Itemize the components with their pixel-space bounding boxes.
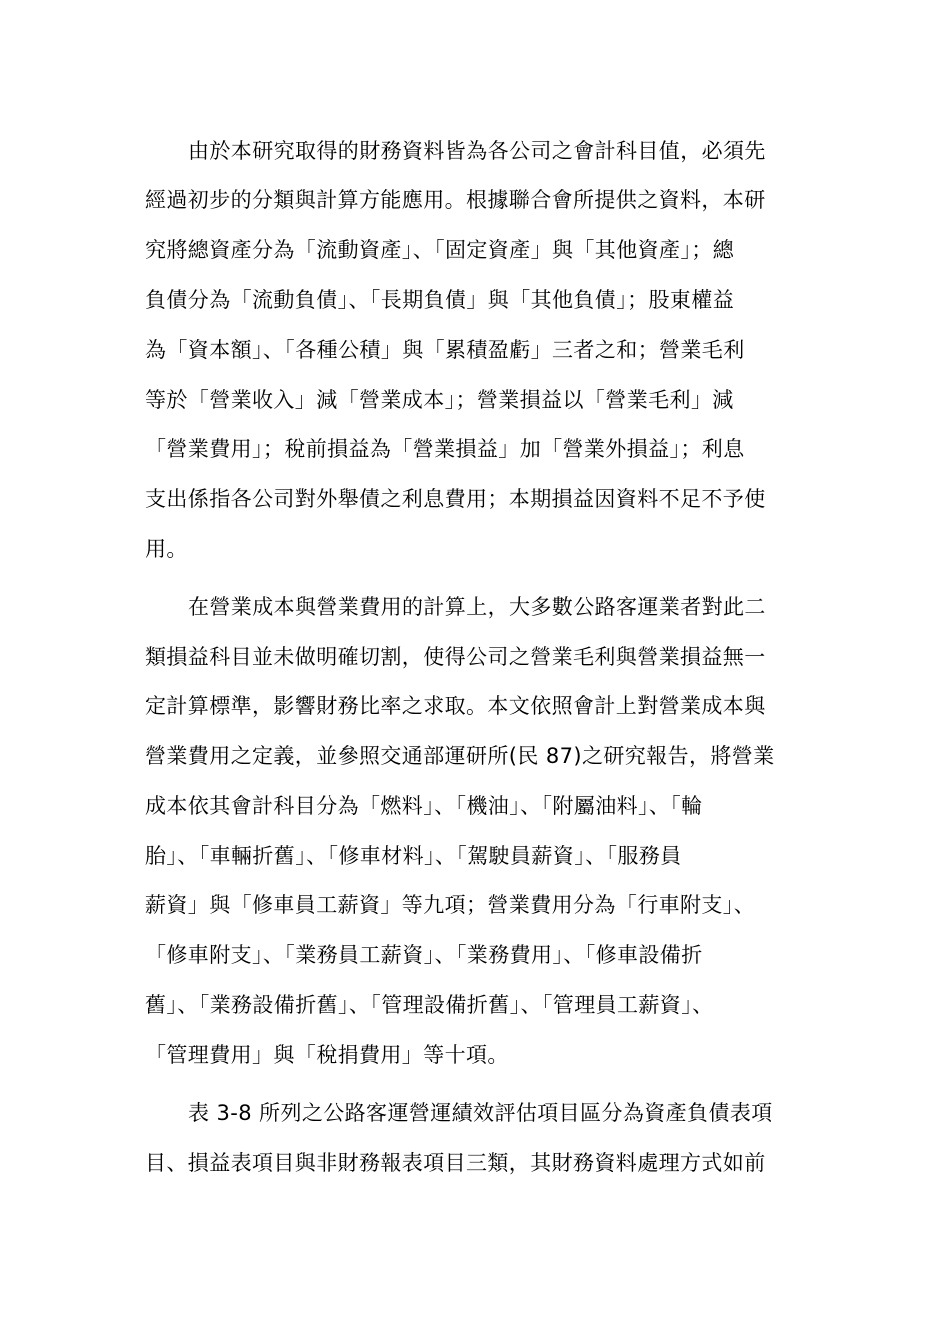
paragraph-2-line-4: 營業費用之定義，並參照交通部運研所(民 87)之研究報告，將營業 bbox=[145, 744, 775, 768]
paragraph-1-line-8: 支出係指各公司對外舉債之利息費用；本期損益因資料不足不予使 bbox=[145, 487, 766, 511]
paragraph-1-line-1: 由於本研究取得的財務資料皆為各公司之會計科目值，必須先 bbox=[188, 139, 766, 163]
paragraph-2-line-1: 在營業成本與營業費用的計算上，大多數公路客運業者對此二 bbox=[188, 595, 766, 619]
paragraph-2-line-3: 定計算標準，影響財務比率之求取。本文依照會計上對營業成本與 bbox=[145, 694, 766, 718]
paragraph-2-line-6: 胎」、「車輛折舊」、「修車材料」、「駕駛員薪資」、「服務員 bbox=[145, 844, 682, 868]
paragraph-1-line-3: 究將總資產分為「流動資產」、「固定資產」與「其他資產」；總 bbox=[145, 238, 735, 262]
paragraph-1-line-2: 經過初步的分類與計算方能應用。根據聯合會所提供之資料，本研 bbox=[145, 188, 766, 212]
paragraph-2-line-5: 成本依其會計科目分為「燃料」、「機油」、「附屬油料」、「輪 bbox=[145, 794, 703, 818]
paragraph-1-line-7: 「營業費用」；稅前損益為「營業損益」加「營業外損益」；利息 bbox=[145, 437, 745, 461]
paragraph-3-line-2: 目、損益表項目與非財務報表項目三類，其財務資料處理方式如前 bbox=[145, 1151, 766, 1175]
paragraph-1-line-9: 用。 bbox=[145, 537, 188, 561]
paragraph-1-line-6: 等於「營業收入」減「營業成本」；營業損益以「營業毛利」減 bbox=[145, 388, 734, 412]
paragraph-2-line-10: 「管理費用」與「稅捐費用」等十項。 bbox=[145, 1043, 509, 1067]
paragraph-2-line-9: 舊」、「業務設備折舊」、「管理設備折舊」、「管理員工薪資」、 bbox=[145, 993, 714, 1017]
paragraph-1-line-5: 為「資本額」、「各種公積」與「累積盈虧」三者之和；營業毛利 bbox=[145, 338, 745, 362]
paragraph-3-line-1: 表 3-8 所列之公路客運營運績效評估項目區分為資產負債表項 bbox=[188, 1101, 773, 1125]
paragraph-2-line-8: 「修車附支」、「業務員工薪資」、「業務費用」、「修車設備折 bbox=[145, 943, 703, 967]
paragraph-1-line-4: 負債分為「流動負債」、「長期負債」與「其他負債」；股東權益 bbox=[145, 288, 735, 312]
paragraph-2-line-2: 類損益科目並未做明確切割，使得公司之營業毛利與營業損益無一 bbox=[145, 645, 766, 669]
paragraph-2-line-7: 薪資」與「修車員工薪資」等九項；營業費用分為「行車附支」、 bbox=[145, 893, 756, 917]
